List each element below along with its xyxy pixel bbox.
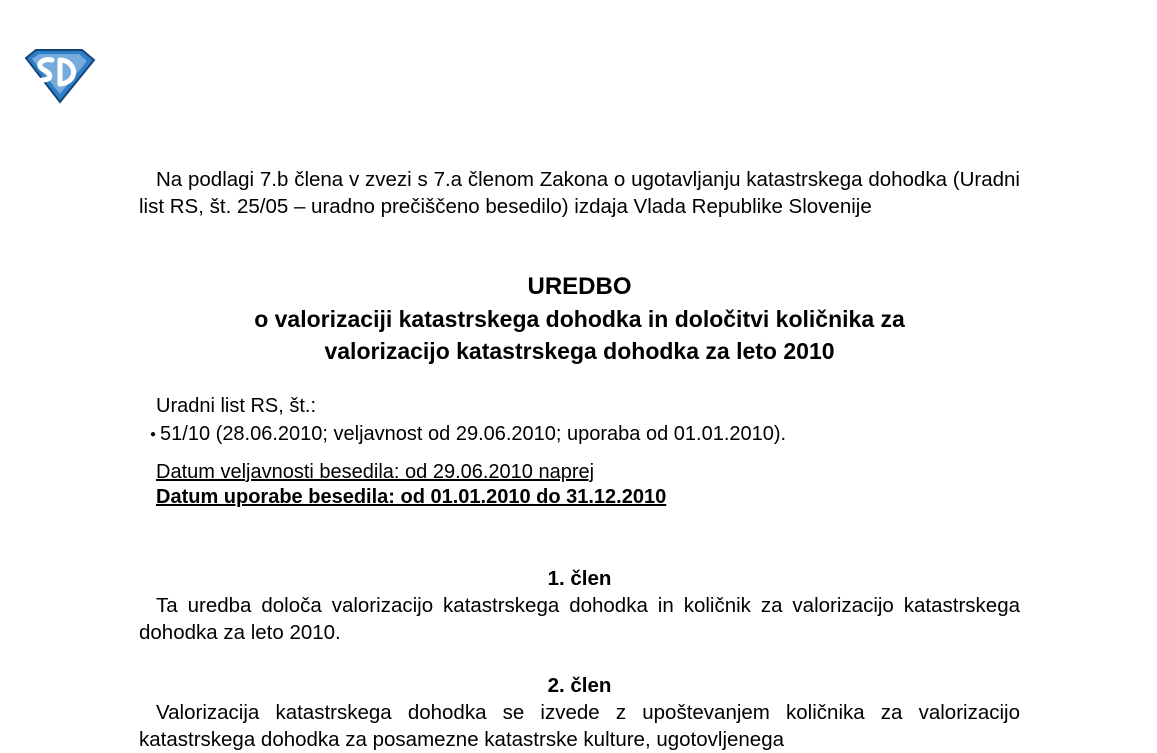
preamble-paragraph: Na podlagi 7.b člena v zvezi s 7.a členom Zakona o ugotavljanju katastrskega dohodka (Uradni list RS, št. 25/05 – uradno prečiščeno besedilo) izdaja Vlada Republike Slovenije	[139, 168, 1020, 218]
gazette-entry-row	[150, 421, 786, 448]
gazette-label: Uradni list RS, št.:	[156, 395, 317, 417]
document-subtitle-line-2: valorizacijo katastrskega dohodka za leto 2010	[324, 338, 835, 364]
bullet-icon: ●	[150, 429, 157, 440]
validity-date: Datum veljavnosti besedila: od 29.06.2010 naprej	[156, 461, 595, 483]
article-1-heading: 1. člen	[547, 567, 612, 590]
gazette-entry: 51/10 (28.06.2010; veljavnost od 29.06.2010; uporaba od 01.01.2010).	[160, 423, 787, 445]
article-2-heading: 2. člen	[547, 674, 612, 697]
article-2-text: Valorizacija katastrskega dohodka se izvede z upoštevanjem količnika za valorizacijo katastrskega dohodka za posamezne katastrske kulture, ugotovljenega	[139, 701, 1020, 751]
document-subtitle-line-1: o valorizaciji katastrskega dohodka in določitvi količnika za	[254, 306, 905, 332]
document-title: UREDBO	[527, 273, 632, 300]
logo-icon	[22, 48, 96, 104]
application-date: Datum uporabe besedila: od 01.01.2010 do 31.12.2010	[156, 486, 667, 508]
article-1-text: Ta uredba določa valorizacijo katastrskega dohodka in količnik za valorizacijo katastrskega dohodka za leto 2010.	[139, 594, 1020, 644]
